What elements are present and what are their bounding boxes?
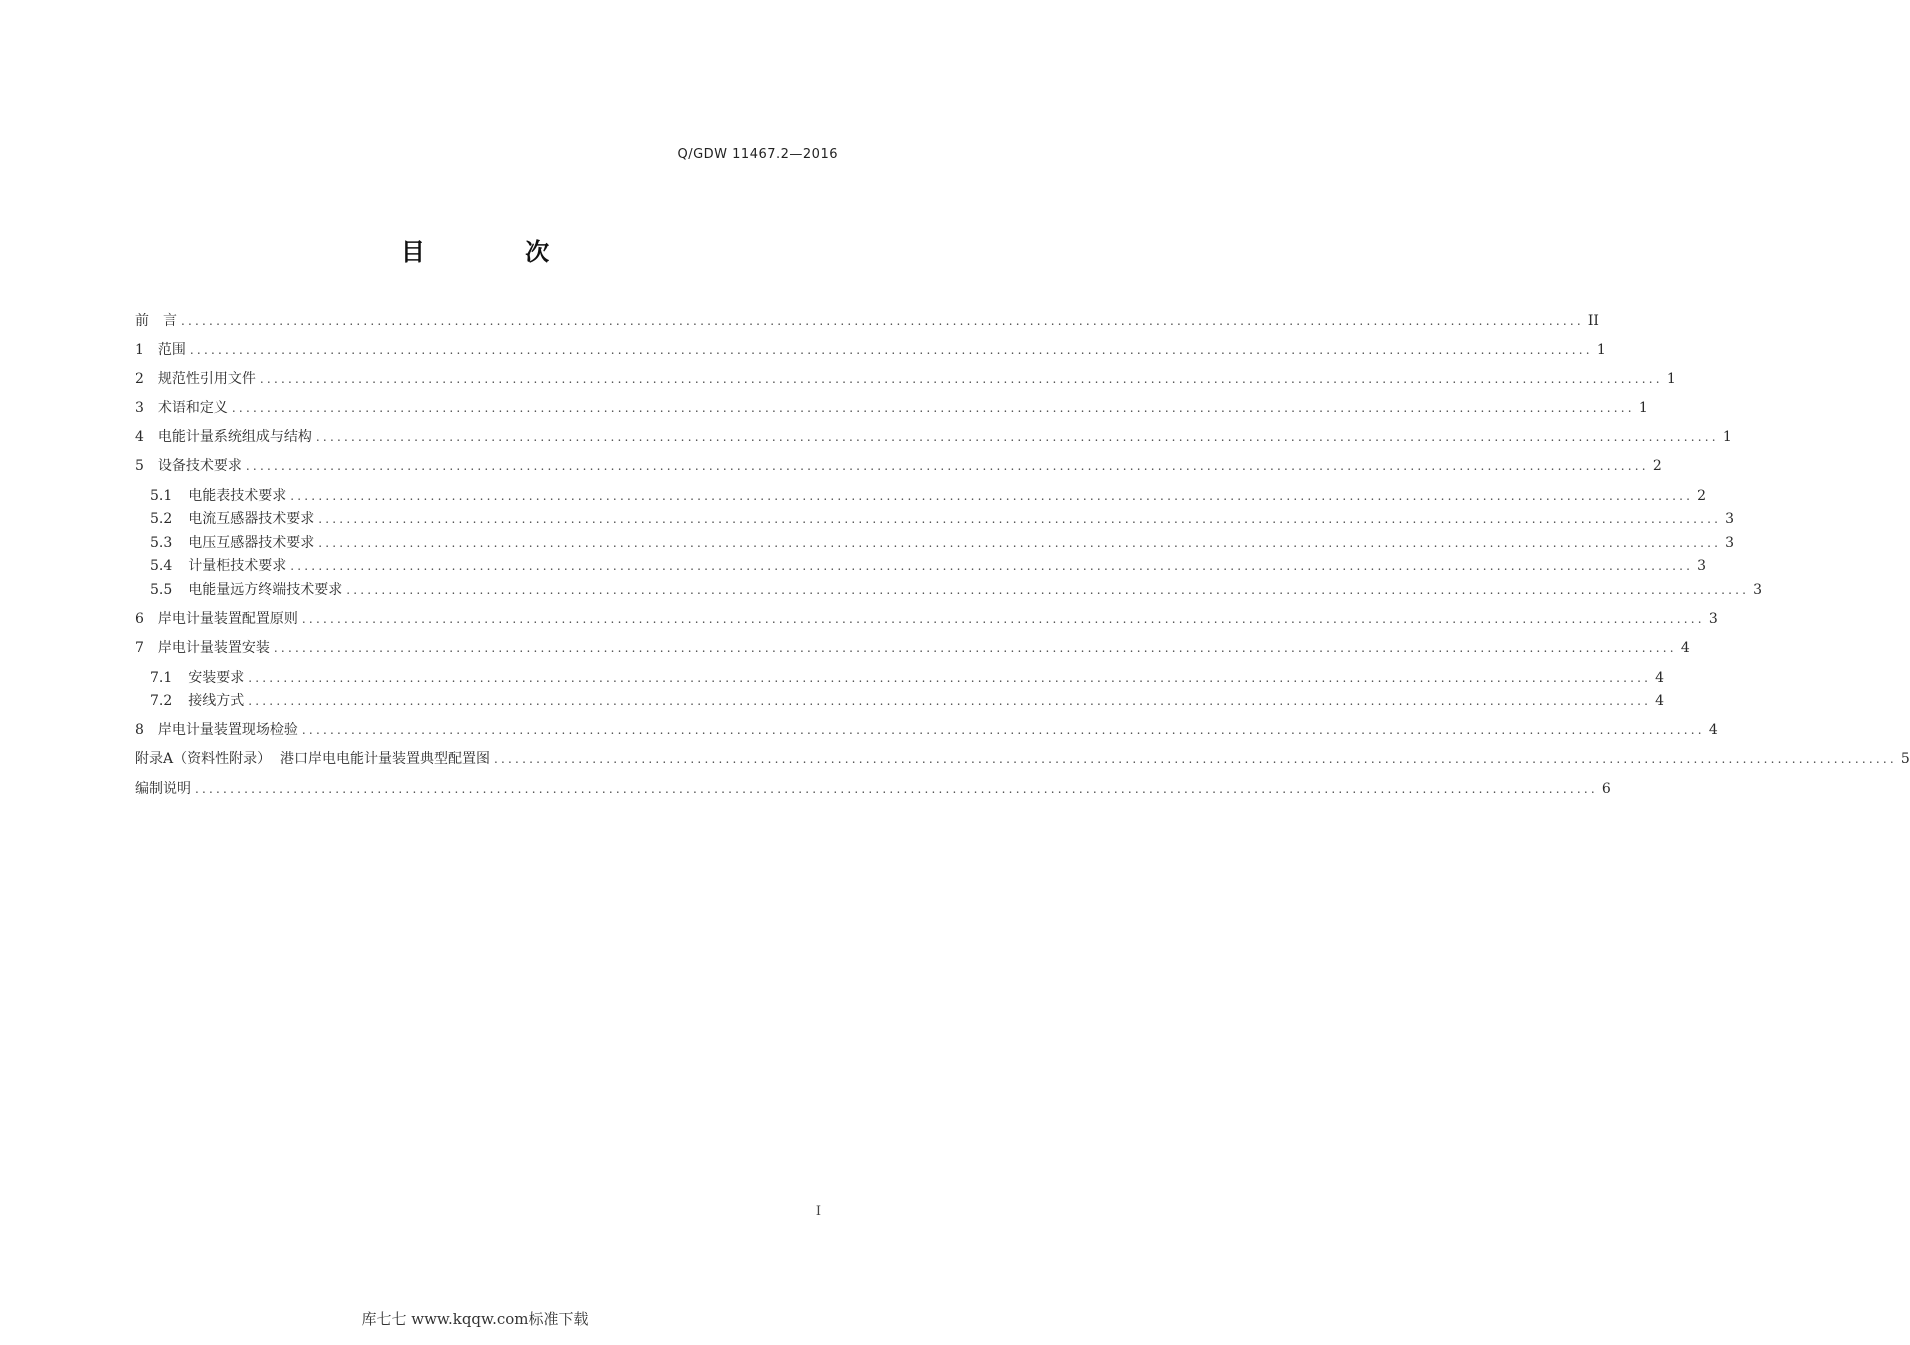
toc-entry-page: 1 xyxy=(1596,342,1606,358)
toc-dot-leader: ........................................................................................................................................................................................................ xyxy=(346,583,1750,597)
toc-entry-title: 前 言 xyxy=(135,313,177,329)
toc-entry[interactable] xyxy=(150,555,1707,579)
toc-entry-page: 4 xyxy=(1655,670,1665,686)
toc-entry-number: 5.4 xyxy=(150,558,173,574)
toc-entry-page: 4 xyxy=(1680,640,1690,656)
toc-entry[interactable] xyxy=(135,748,1910,772)
page-number: I xyxy=(815,1204,821,1219)
toc-entry-title: 规范性引用文件 xyxy=(157,371,256,387)
toc-entry-number: 7 xyxy=(135,640,144,656)
toc-entry[interactable] xyxy=(150,508,1735,532)
toc-entry-number: 3 xyxy=(135,400,144,416)
toc-entry[interactable] xyxy=(135,397,1648,421)
toc-entry[interactable] xyxy=(135,719,1718,743)
toc-dot-leader: ........................................................................................................................................................................................................ xyxy=(290,489,1694,503)
document-code: Q/GDW 11467.2—2016 xyxy=(677,147,838,162)
toc-entry-page: 3 xyxy=(1725,535,1735,551)
toc-dot-leader: ........................................................................................................................................................................................................ xyxy=(318,536,1722,550)
toc-entry-title: 岸电计量装置现场检验 xyxy=(157,722,298,738)
toc-entry-page: 3 xyxy=(1708,611,1718,627)
toc-entry-page: 3 xyxy=(1697,558,1707,574)
toc-entry-title: 岸电计量装置配置原则 xyxy=(157,611,298,627)
toc-dot-leader: ........................................................................................................................................................................................................ xyxy=(273,641,1677,655)
toc-entry-title: 电流互感器技术要求 xyxy=(188,511,315,527)
toc-entry-title: 附录A（资料性附录） 港口岸电电能计量装置典型配置图 xyxy=(135,751,491,767)
toc-entry-page: 6 xyxy=(1601,781,1611,797)
toc-entry-number: 5.2 xyxy=(150,511,173,527)
toc-entry-page: 5 xyxy=(1900,751,1910,767)
toc-entry[interactable] xyxy=(150,667,1665,691)
toc-entry[interactable] xyxy=(150,485,1707,509)
toc-entry-page: 3 xyxy=(1725,511,1735,527)
footer-watermark: 库七七 www.kqqw.com标准下载 xyxy=(361,1310,589,1328)
toc-dot-leader: ........................................................................................................................................................................................................ xyxy=(301,612,1705,626)
toc-entry-number: 7.1 xyxy=(150,670,173,686)
toc-entry[interactable] xyxy=(135,608,1718,632)
toc-entry-title: 岸电计量装置安装 xyxy=(157,640,270,656)
toc-entry[interactable] xyxy=(150,690,1665,714)
toc-entry-title: 编制说明 xyxy=(135,781,191,797)
toc-entry-number: 8 xyxy=(135,722,144,738)
toc-entry-title: 电压互感器技术要求 xyxy=(188,535,315,551)
toc-dot-leader: ........................................................................................................................................................................................................ xyxy=(318,512,1722,526)
toc-dot-leader: ........................................................................................................................................................................................................ xyxy=(189,343,1593,357)
toc-entry-number: 6 xyxy=(135,611,144,627)
toc-entry[interactable] xyxy=(150,579,1763,603)
toc-entry-page: 2 xyxy=(1652,458,1662,474)
toc-entry[interactable] xyxy=(135,455,1662,479)
toc-entry[interactable] xyxy=(135,426,1732,450)
toc-entry-page: 1 xyxy=(1666,371,1676,387)
toc-dot-leader: ........................................................................................................................................................................................................ xyxy=(231,401,1635,415)
toc-dot-leader: ........................................................................................................................................................................................................ xyxy=(181,314,1584,328)
toc-entry-number: 2 xyxy=(135,371,144,387)
toc-dot-leader: ........................................................................................................................................................................................................ xyxy=(301,723,1705,737)
toc-entry-page: 4 xyxy=(1655,693,1665,709)
toc-entry-number: 7.2 xyxy=(150,693,173,709)
toc-entry-title: 电能表技术要求 xyxy=(188,488,287,504)
toc-entry-page: 3 xyxy=(1753,582,1763,598)
toc-entry-title: 接线方式 xyxy=(188,693,245,709)
toc-entry-number: 5.5 xyxy=(150,582,173,598)
toc-entry-number: 4 xyxy=(135,429,144,445)
toc-entry-number: 5.3 xyxy=(150,535,173,551)
toc-dot-leader: ........................................................................................................................................................................................................ xyxy=(245,459,1649,473)
toc-entry-number: 1 xyxy=(135,342,144,358)
toc-entry-title: 电能量远方终端技术要求 xyxy=(188,582,343,598)
toc-entry[interactable] xyxy=(135,368,1676,392)
toc-entry-number: 5.1 xyxy=(150,488,173,504)
toc-entry-title: 范围 xyxy=(157,342,186,358)
toc-dot-leader: ........................................................................................................................................................................................................ xyxy=(315,430,1719,444)
toc-entry-title: 安装要求 xyxy=(188,670,245,686)
toc-dot-leader: ........................................................................................................................................................................................................ xyxy=(259,372,1663,386)
toc-entry-number: 5 xyxy=(135,458,144,474)
toc-entry-page: II xyxy=(1587,313,1599,329)
toc-dot-leader: ........................................................................................................................................................................................................ xyxy=(290,559,1694,573)
toc-entry-page: 4 xyxy=(1708,722,1718,738)
toc-entry-page: 2 xyxy=(1697,488,1707,504)
toc-dot-leader: ........................................................................................................................................................................................................ xyxy=(248,694,1652,708)
toc-dot-leader: ........................................................................................................................................................................................................ xyxy=(494,752,1897,766)
toc-entry-page: 1 xyxy=(1638,400,1648,416)
toc-entry-title: 术语和定义 xyxy=(157,400,228,416)
toc-entry[interactable] xyxy=(135,778,1611,802)
toc-dot-leader: ........................................................................................................................................................................................................ xyxy=(195,782,1598,796)
toc-entry[interactable] xyxy=(135,637,1690,661)
toc-entry-title: 电能计量系统组成与结构 xyxy=(157,429,312,445)
toc-entry[interactable] xyxy=(135,339,1606,363)
toc-entry-title: 设备技术要求 xyxy=(157,458,242,474)
toc-entry[interactable] xyxy=(150,532,1735,556)
toc-entry-title: 计量柜技术要求 xyxy=(188,558,287,574)
page-title: 目 次 xyxy=(400,238,596,266)
toc-dot-leader: ........................................................................................................................................................................................................ xyxy=(248,671,1652,685)
toc-entry[interactable] xyxy=(135,310,1599,334)
toc-entry-page: 1 xyxy=(1722,429,1732,445)
